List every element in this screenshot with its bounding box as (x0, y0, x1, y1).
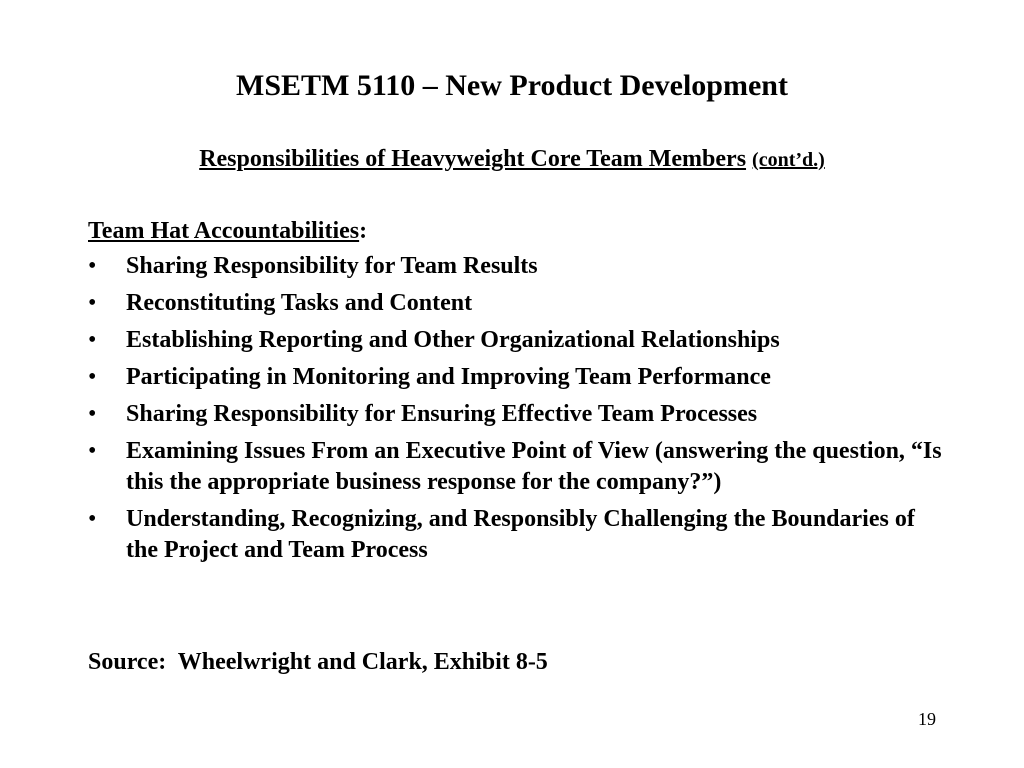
list-item (88, 251, 948, 282)
list-item (88, 504, 948, 566)
subtitle-main: Responsibilities of Heavyweight Core Team Members (199, 146, 747, 172)
list-item-text: Examining Issues From an Executive Point of View (answering the question, “Is this the appropriate business response for the company?”) (126, 438, 942, 495)
slide-subtitle (0, 143, 1024, 176)
page-number: 19 (918, 709, 936, 729)
bullet-list (88, 251, 948, 566)
list-item (88, 399, 948, 430)
list-item-text: Establishing Reporting and Other Organizational Relationships (126, 327, 780, 353)
list-item-text: Understanding, Recognizing, and Responsibly Challenging the Boundaries of the Project and Team Process (126, 506, 915, 563)
bullet-icon: • (88, 364, 97, 390)
bullet-icon: • (88, 253, 97, 279)
bullet-icon: • (88, 290, 97, 316)
list-item (88, 362, 948, 393)
bullet-icon: • (88, 327, 97, 353)
section-heading-colon: : (359, 218, 368, 244)
subtitle-suffix: (cont’d.) (752, 149, 825, 171)
list-item (88, 436, 948, 498)
list-item (88, 325, 948, 356)
bullet-icon: • (88, 401, 97, 427)
slide-body (88, 215, 948, 572)
bullet-icon: • (88, 438, 97, 464)
list-item-text: Participating in Monitoring and Improving Team Performance (126, 364, 771, 390)
list-item (88, 288, 948, 319)
source-citation: Source: Wheelwright and Clark, Exhibit 8-5 (88, 649, 548, 675)
section-heading-text: Team Hat Accountabilities (88, 218, 360, 244)
bullet-icon: • (88, 506, 97, 532)
list-item-text: Sharing Responsibility for Ensuring Effective Team Processes (126, 401, 758, 427)
section-heading (88, 215, 948, 247)
list-item-text: Sharing Responsibility for Team Results (126, 253, 538, 279)
list-item-text: Reconstituting Tasks and Content (126, 290, 473, 316)
slide-title: MSETM 5110 – New Product Development (236, 69, 788, 102)
